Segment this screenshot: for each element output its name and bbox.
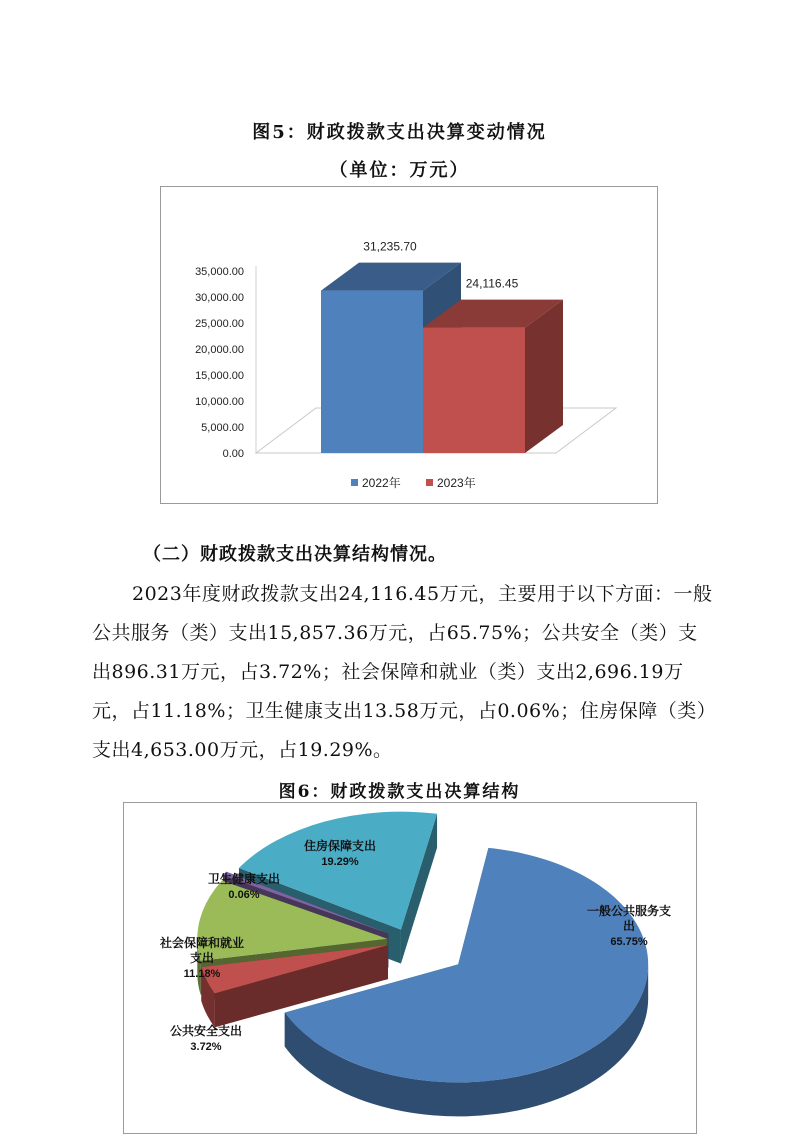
section-heading: （二）财政拨款支出决算结构情况。 bbox=[143, 544, 447, 565]
pie-label: 住房保障支出 bbox=[303, 839, 377, 853]
y-tick-label: 35,000.00 bbox=[195, 266, 244, 278]
pie-chart-frame bbox=[123, 802, 697, 1134]
pie-chart bbox=[124, 803, 696, 1133]
pie-percent-label: 11.18% bbox=[183, 968, 221, 980]
pie-label: 社会保障和就业 bbox=[159, 936, 245, 950]
figure5-title: 图5：财政拨款支出决算变动情况 bbox=[252, 122, 547, 143]
pie-percent-label: 65.75% bbox=[610, 936, 648, 948]
pie-label: 卫生健康支出 bbox=[207, 872, 281, 886]
y-tick-label: 20,000.00 bbox=[195, 344, 244, 356]
data-label: 24,116.45 bbox=[465, 276, 519, 291]
legend-item: 2022年 bbox=[362, 476, 401, 490]
figure5-unit: （单位：万元） bbox=[329, 160, 470, 181]
legend-swatch bbox=[426, 479, 433, 486]
y-tick-label: 0.00 bbox=[222, 448, 244, 460]
pie-percent-label: 19.29% bbox=[321, 856, 359, 868]
pie-percent-label: 0.06% bbox=[228, 889, 260, 901]
pie-label: 一般公共服务支 bbox=[586, 904, 672, 918]
body-paragraph-text: 2023年度财政拨款支出24,116.45万元，主要用于以下方面：一般公共服务（类）支出15,857.36万元，占65.75%；公共安全（类）支出896.31万元，占3.72%；社会保障和就业（类）支出2,696.19万元，占11.18%；卫生健康支出13.58万元，占0.06%；住房保障（类）支出4,653.00万元，占19.29%。 bbox=[92, 583, 713, 761]
pie-label: 出 bbox=[622, 919, 636, 933]
figure6-title: 图6：财政拨款支出决算结构 bbox=[278, 782, 521, 802]
data-label: 31,235.70 bbox=[363, 239, 417, 254]
y-tick-label: 15,000.00 bbox=[195, 370, 244, 382]
y-tick-label: 10,000.00 bbox=[195, 396, 244, 408]
pie-label: 公共安全支出 bbox=[169, 1024, 243, 1038]
legend-item: 2023年 bbox=[437, 476, 476, 490]
bar-2022年 bbox=[321, 291, 423, 453]
bar-2023年 bbox=[423, 328, 525, 453]
body-paragraph bbox=[92, 575, 714, 770]
y-tick-label: 30,000.00 bbox=[195, 292, 244, 304]
pie-percent-label: 3.72% bbox=[190, 1041, 222, 1053]
bar-chart bbox=[161, 187, 657, 503]
y-tick-label: 5,000.00 bbox=[201, 422, 244, 434]
y-tick-label: 25,000.00 bbox=[195, 318, 244, 330]
legend-swatch bbox=[351, 479, 358, 486]
pie-label: 支出 bbox=[189, 951, 215, 965]
bar-chart-frame bbox=[160, 186, 658, 504]
